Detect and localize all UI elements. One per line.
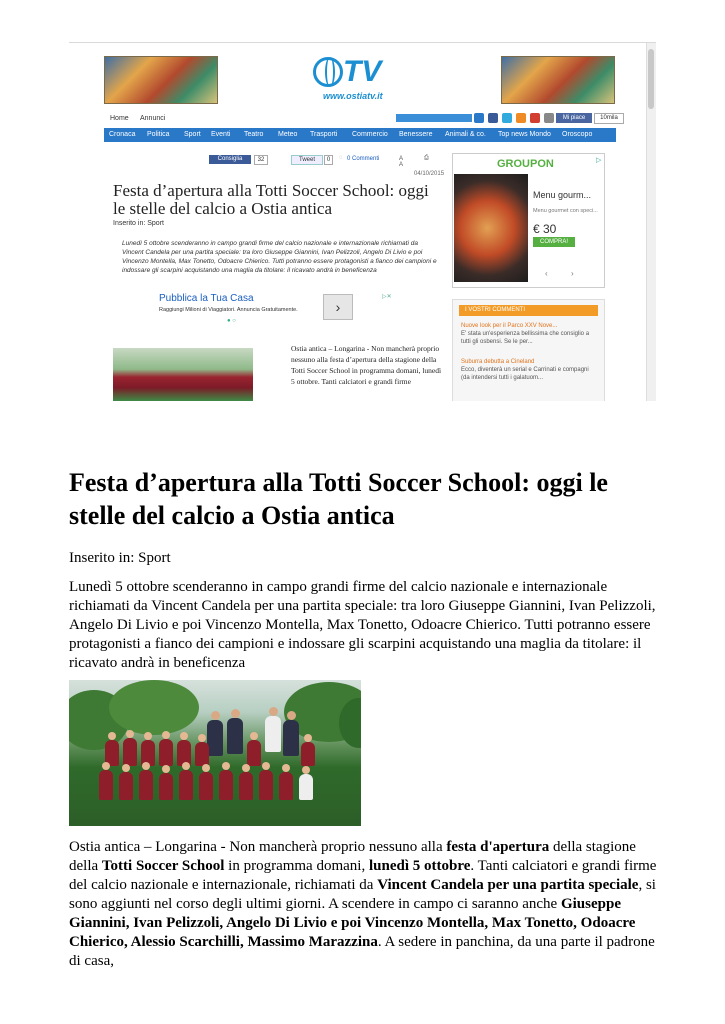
facebook-icon[interactable] — [488, 113, 498, 123]
deal-price: € 30 — [533, 222, 557, 236]
body-bold: Vincent Candela per una partita speciale — [377, 877, 639, 893]
nav-item-animali[interactable]: Animali & co. — [445, 131, 486, 138]
webpage-screenshot — [69, 42, 656, 401]
ad-subtitle: Raggiungi Milioni di Viaggiatori. Annuncia Gratuitamente. — [159, 307, 298, 313]
top-bar — [104, 113, 616, 125]
deal-description: Menu gourmet con speci... — [533, 208, 598, 214]
screenshot-article-title: Festa d’apertura alla Totti Soccer School: oggi le stelle del calcio a Ostia antica — [113, 181, 429, 218]
groupon-ad[interactable] — [452, 153, 605, 288]
nav-item-oroscopo[interactable]: Oroscopo — [562, 131, 593, 138]
logo-tv-text: TV — [343, 55, 382, 88]
groupon-logo: GROUPON — [497, 158, 554, 170]
tweet-button[interactable]: Tweet — [291, 155, 323, 165]
consiglia-count: 32 — [254, 155, 268, 165]
screenshot-category: Inserito in: Sport — [113, 220, 164, 227]
google-plus-icon[interactable] — [530, 113, 540, 123]
article-body — [69, 838, 659, 971]
body-text: . A sedere in panchina, da una parte il padrone di casa, — [69, 934, 655, 969]
ad-dots: ● ○ — [227, 318, 236, 324]
article-category: Inserito in: Sport — [69, 550, 171, 566]
ad-title[interactable]: Pubblica la Tua Casa — [159, 293, 254, 304]
comments-header: I VOSTRI COMMENTI — [459, 305, 598, 316]
body-text: in programma domani, — [224, 858, 369, 874]
category-nav — [104, 128, 616, 142]
body-bold: Giuseppe Giannini, Ivan Pelizzoli, Angelo Di Livio e poi Vincenzo Montella, Max Tonetto, Odoacre Chierico, Alessio Scarchilli, Massimo Marazzina — [69, 896, 636, 950]
nav-item-eventi[interactable]: Eventi — [211, 131, 231, 138]
logo-url: www.ostiatv.it — [323, 91, 383, 101]
comment-icon: ◌ — [339, 155, 343, 161]
screenshot-lead: Lunedì 5 ottobre scenderanno in campo grandi firme del calcio nazionale e internazionale richiamati da Vincent Candela per una partita speciale: tra loro Giuseppe Giannini, Ivan Pelizzoli, Angelo Di Livio e poi Vincenzo Montella, Max Tonetto, Odoacre Chierico. Tutti potranno essere protagonisti a fianco dei campioni e indossare gli scarpini acquistando una maglia da titolare: il ricavato andrà in beneficenza — [122, 240, 437, 274]
mi-piace-button[interactable]: Mi piace — [556, 113, 592, 123]
comment-text: E' stata un'esperienza bellissima che consiglio a tutti gli osbensi. Se le per... — [461, 331, 590, 345]
body-bold: lunedì 5 ottobre — [368, 858, 471, 874]
twitter-icon[interactable] — [502, 113, 512, 123]
likes-count: 10mila — [594, 113, 624, 124]
annunci-link[interactable]: Annunci — [140, 115, 166, 122]
nav-item-benessere[interactable]: Benessere — [399, 131, 433, 138]
nav-item-cronaca[interactable]: Cronaca — [109, 131, 136, 138]
scrollbar-thumb[interactable] — [648, 49, 654, 109]
comment-text: Ecco, diventerà un serial e Carrinati e compagni (da intendersi tutti i galatuom... — [461, 367, 589, 381]
nav-item-teatro[interactable]: Teatro — [244, 131, 264, 138]
nav-item-top-news[interactable]: Top news Mondo — [498, 131, 551, 138]
comment-title[interactable]: Nuove look per il Parco XXV Nove... — [461, 323, 558, 329]
search-icon[interactable] — [474, 113, 484, 123]
screenshot-body: Ostia antica – Longarina - Non mancherà proprio nessuno alla festa d’apertura della stagione della Totti Soccer School in programma domani, lunedì 5 ottobre. Tanti calciatori e grandi firme — [291, 344, 442, 386]
article-title: Festa d’apertura alla Totti Soccer School: oggi le stelle del calcio a Ostia antica — [69, 468, 608, 530]
comments-link[interactable]: 0 Commenti — [347, 156, 380, 162]
adchoices-icon[interactable]: ▷ — [596, 157, 602, 164]
adchoices-icon[interactable]: ▷✕ — [382, 294, 392, 300]
next-arrow-icon[interactable]: › — [571, 269, 574, 278]
article-lead: Lunedì 5 ottobre scenderanno in campo grandi firme del calcio nazionale e internazionale richiamati da Vincent Candela per una partita speciale: tra loro Giuseppe Giannini, Ivan Pelizzoli, Angelo Di Livio e poi Vincenzo Montella, Max Tonetto, Odoacre Chierico. Tutti potranno essere protagonisti a fianco dei campioni e indossare gli scarpini acquistando una maglia da titolare: il ricavato andrà in beneficenza — [69, 579, 656, 671]
nav-item-commercio[interactable]: Commercio — [352, 131, 388, 138]
youtube-icon[interactable] — [544, 113, 554, 123]
compra-button[interactable]: COMPRA! — [533, 237, 575, 247]
nav-item-trasporti[interactable]: Trasporti — [310, 131, 338, 138]
banner-image-right — [501, 56, 615, 104]
body-bold: festa d'apertura — [446, 839, 550, 855]
article-date: 04/10/2015 — [414, 171, 445, 177]
ostiatv-logo[interactable] — [309, 55, 409, 103]
team-photo — [69, 680, 361, 826]
prev-arrow-icon[interactable]: ‹ — [545, 269, 548, 278]
body-text: . Tanti calciatori e grandi firme del calcio nazionale e internazionale, richiamati da — [69, 858, 657, 893]
comment-title[interactable]: Suburra debutta a Cineland — [461, 359, 535, 365]
banner-image-left — [104, 56, 218, 104]
deal-name: Menu gourm... — [533, 190, 592, 200]
nav-item-sport[interactable]: Sport — [184, 131, 201, 138]
font-size-control[interactable]: A A — [399, 156, 404, 168]
globe-icon — [313, 57, 343, 87]
rss-icon[interactable] — [516, 113, 526, 123]
nav-item-meteo[interactable]: Meteo — [278, 131, 298, 138]
nav-item-politica[interactable]: Politica — [147, 131, 170, 138]
comment-item[interactable] — [461, 322, 596, 346]
scrollbar[interactable] — [646, 43, 656, 401]
screenshot-team-photo — [113, 348, 253, 401]
ad-pubblica-casa[interactable] — [159, 291, 439, 327]
tweet-count: 0 — [324, 155, 333, 165]
food-image — [454, 174, 528, 282]
body-text: Ostia antica – Longarina - Non mancherà proprio nessuno alla — [69, 839, 447, 855]
body-text: , si sono aggiunti nel corso degli ultimi giorni. A scendere in campo ci saranno anche — [69, 877, 656, 912]
print-icon[interactable]: ⎙ — [424, 155, 429, 161]
body-bold: Totti Soccer School — [101, 858, 225, 874]
ad-arrow-icon[interactable]: › — [323, 294, 353, 320]
consiglia-button[interactable]: Consiglia — [209, 155, 251, 164]
body-text: della stagione della — [69, 839, 636, 874]
comments-widget — [452, 299, 605, 401]
search-input[interactable] — [396, 114, 472, 122]
comment-item[interactable] — [461, 358, 596, 382]
home-link[interactable]: Home — [110, 115, 129, 122]
